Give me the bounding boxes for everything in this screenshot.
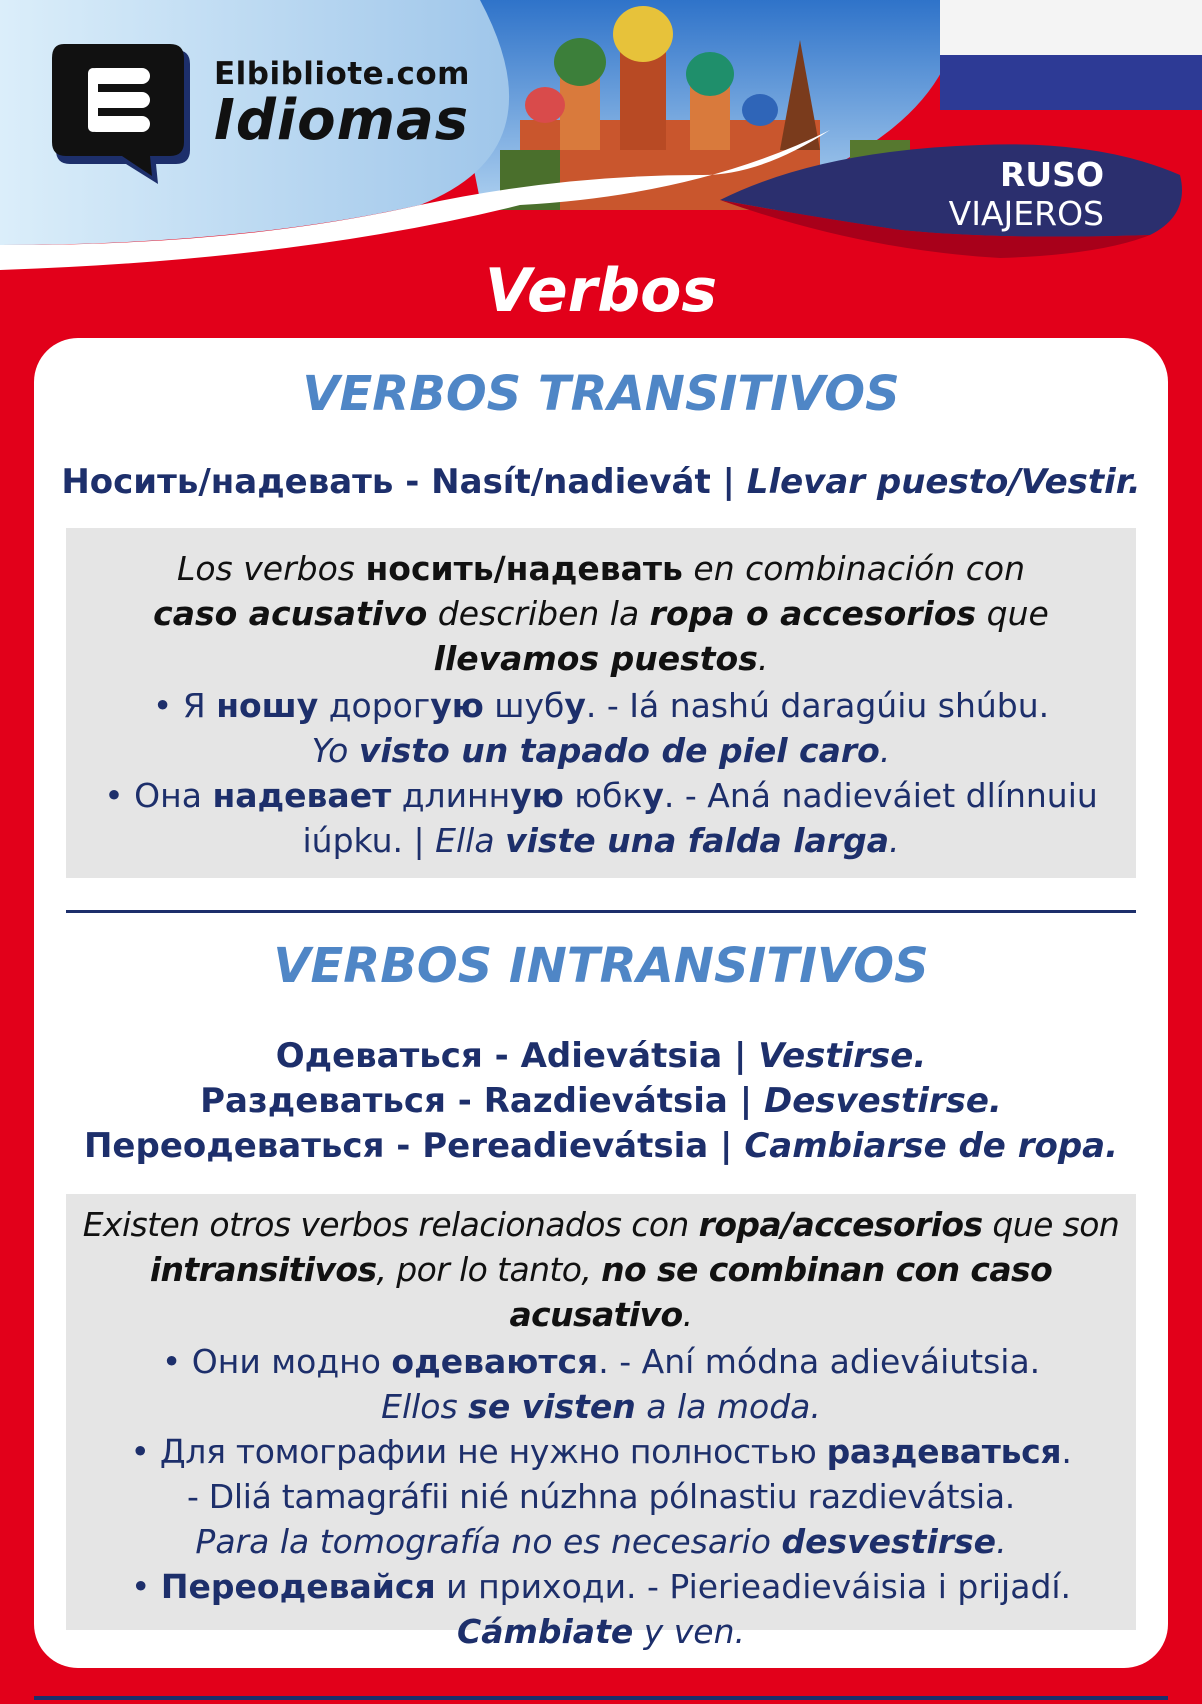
example-es: Ellos se visten a la moda. (381, 1387, 821, 1426)
intransitive-verb: Раздеваться - Razdievátsia | Desvestirse. (200, 1081, 1002, 1121)
example-es: Yo visto un tapado de piel caro. (311, 731, 891, 770)
intransitive-verb: Переодеваться - Pereadievátsia | Cambiarse de ropa. (83, 1126, 1119, 1166)
transitive-verb: Носить/надевать - Nasít/nadievát | Llevar puesto/Vestir. (61, 462, 1141, 502)
section-title-transitive: VERBOS TRANSITIVOS (302, 366, 900, 422)
example-ru: • Для томографии не нужно полностью раздеваться. - Dliá tamagráfii nié núzhna pólnastiu razdievátsia. (130, 1432, 1072, 1516)
brand-logo[interactable] (48, 38, 468, 188)
example-es: Para la tomografía no es necesario desvestirse. (195, 1522, 1007, 1561)
example-es: Cámbiate y ven. (457, 1612, 745, 1651)
section-title-intransitive: VERBOS INTRANSITIVOS (273, 938, 929, 994)
header (0, 0, 1202, 270)
brand-site: Elbibliote.com (214, 56, 470, 92)
badge-language: RUSO (999, 155, 1104, 194)
intransitive-verb: Одеваться - Adievátsia | Vestirse. (275, 1036, 927, 1076)
page-title: Verbos (484, 256, 718, 326)
footer-line (34, 1696, 1168, 1700)
transitive-box (66, 528, 1136, 878)
brand-name: Idiomas (214, 88, 470, 153)
section-divider (66, 910, 1136, 913)
verb-translit: Nasít/nadievát (431, 462, 711, 502)
verb-es: Llevar puesto/Vestir. (746, 462, 1141, 502)
example-ru: • Она надевает длинную юбку. - Aná nadieváiet dlínnuiu iúpku. | Ella viste una falda larga. (104, 776, 1098, 860)
chat-book-icon (48, 38, 198, 188)
content-card (34, 338, 1168, 1668)
course-badge (949, 156, 1104, 234)
example-ru: • Переодевайся и приходи. - Pierieadieváisia i prijadí. (130, 1567, 1072, 1606)
badge-level: VIAJEROS (948, 194, 1104, 233)
intransitive-description: Existen otros verbos relacionados con ropa/accesorios que son intransitivos, por lo tanto, no se combinan con caso acusativo. (82, 1205, 1120, 1334)
example-ru: • Они модно одеваются. - Aní módna adieváiutsia. (161, 1342, 1041, 1381)
russian-flag-icon (940, 0, 1202, 170)
intransitive-box (66, 1194, 1136, 1651)
transitive-description: Los verbos носить/надевать en combinación con caso acusativo describen la ropa o accesorios que llevamos puestos. (153, 549, 1049, 678)
verb-ru: Носить/надевать (61, 462, 394, 502)
example-ru: • Я ношу дорогую шубу. - Iá nashú daragúiu shúbu. (152, 686, 1050, 725)
